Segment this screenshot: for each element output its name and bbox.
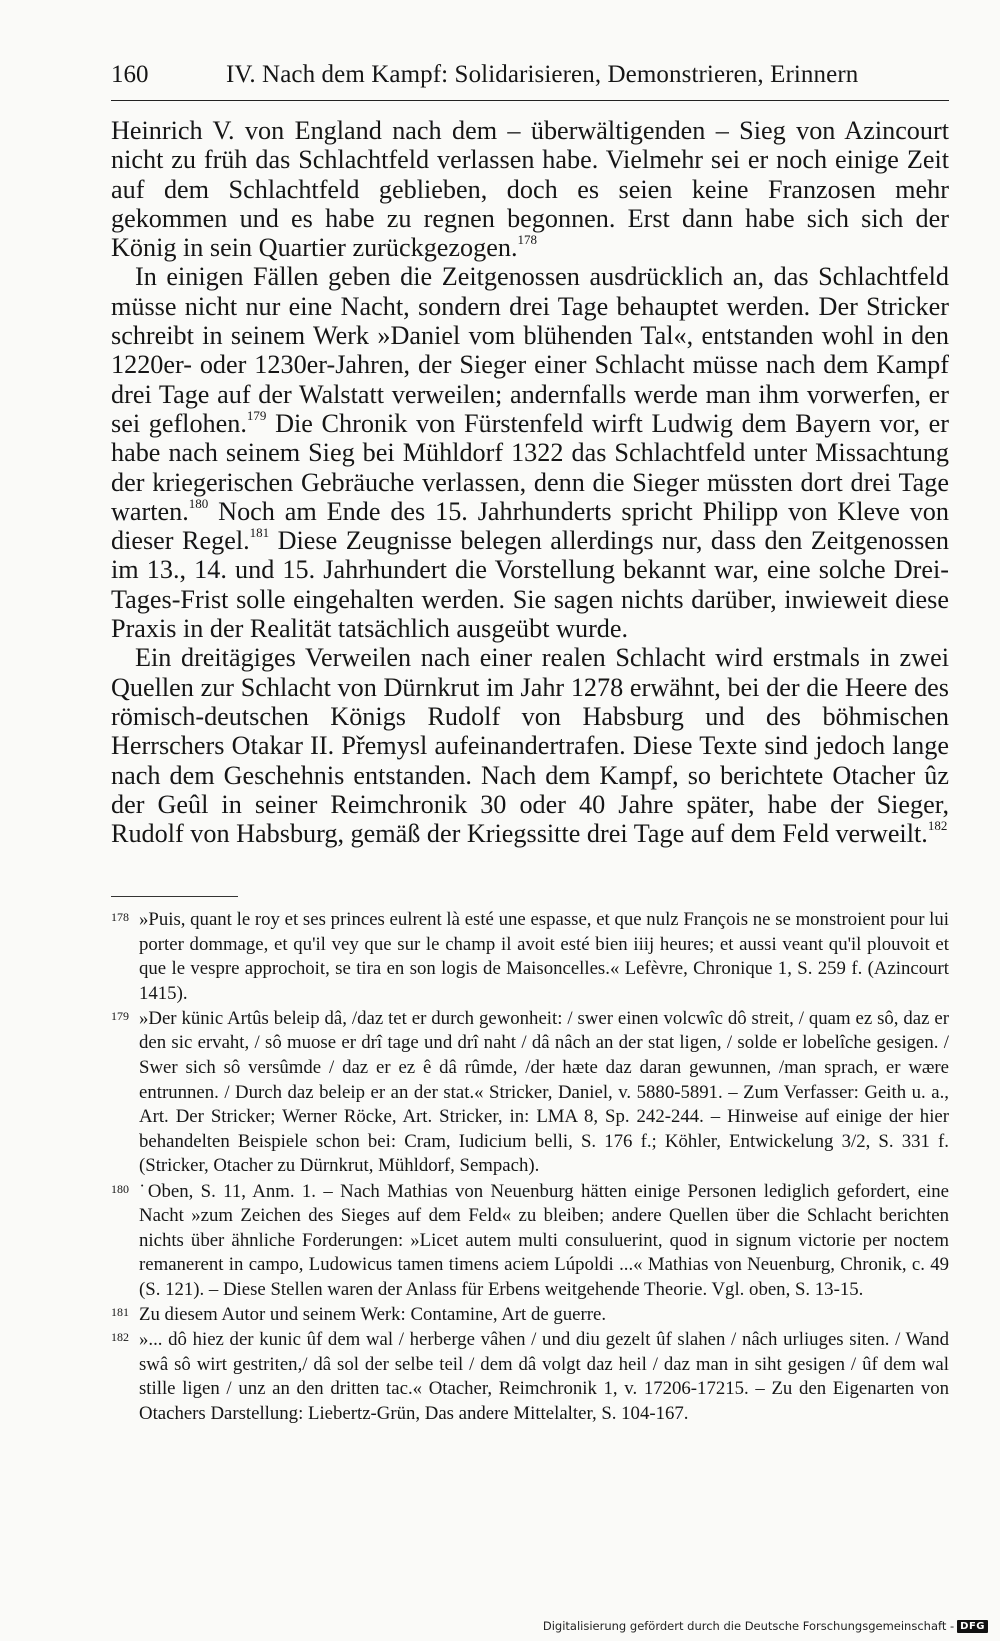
footnote-number: 180 [111, 1181, 129, 1196]
page-number: 160 [111, 61, 149, 88]
footnote-number: 178 [111, 910, 129, 924]
footnote-ref[interactable]: 178 [517, 232, 537, 248]
footnote-number: 181 [111, 1305, 129, 1319]
footnote-rule [111, 896, 238, 897]
footnote-number: 179 [111, 1008, 129, 1023]
paragraph-1 [111, 116, 949, 262]
footnotes [111, 908, 949, 1427]
footnote-text: »Der künic Artûs beleip dâ, /daz tet er durch gewonheit: / swer einen volcwîc dô streit, / quam ez sô, daz er den sic ervaht, / sô muose er drî tage und drî naht / dâ nâch an der stat ligen, / solde er lobelîche gesigen. / Swer sich sô versûmde / daz er ez ê dâ rûmde, /der hæte daz daran gewunnen, /man sprach, er wære entrunnen. / Durch daz beleip er an der stat.« Stricker, Daniel, v. 5880-5891. – Zum Verfasser: Geith u. a., Art. Der Stricker; Werner Röcke, Art. Stricker, in: LMA 8, Sp. 242-244. – Hinweise auf einige der hier behandelten Beispiele schon bei: Cram, Iudicium belli, S. 176 f.; Köhler, Entwickelung 3/2, S. 331 f. (Stricker, Otacher zu Dürnkrut, Mühldorf, Sempach). [139, 1007, 949, 1177]
footnote-178 [111, 908, 949, 1006]
running-title: IV. Nach dem Kampf: Solidarisieren, Demonstrieren, Erinnern [226, 61, 859, 88]
paragraph-3 [111, 643, 949, 848]
footer-text: Digitalisierung gefördert durch die Deutsche Forschungsgemeinschaft - [542, 1619, 955, 1633]
footnote-ref[interactable]: 182 [927, 818, 948, 834]
footnote-ref[interactable]: 181 [249, 525, 270, 541]
header-rule [111, 100, 949, 101]
footnote-181 [111, 1303, 949, 1328]
footnote-text: Zu diesem Autor und seinem Werk: Contamine, Art de guerre. [139, 1304, 607, 1325]
footnote-text: »... dô hiez der kunic ûf dem wal / herberge vâhen / und diu gezelt ûf slahen / nâch urliuges siten. / Wand swâ sô wirt gestriten,/ dâ sol der selbe teil / dem dâ volgt daz heil / daz man in siht gesigen / ûf dem wal stille ligen / unz an den dritten tac.« Otacher, Reimchronik 1, v. 17206-17215. – Zu den Eigenarten von Otachers Darstellung: Liebertz-Grün, Das andere Mittelalter, S. 104-167. [139, 1329, 949, 1424]
digitization-footer [543, 1619, 988, 1633]
dfg-logo-icon: DFG [957, 1620, 988, 1633]
footnote-text: »Puis, quant le roy et ses princes eulrent là esté une espasse, et que nulz François ne se monstroient pour lui porter dommage, et qu'il vey que sur le champ il avoit esté bien iiij heures; et aussi veant qu'il plouvoit et que le vespre approchoit, se tira en son logis de Maisoncelles.« Lefèvre, Chronique 1, S. 259 f. (Azincourt 1415). [139, 909, 949, 1004]
footnote-number: 182 [111, 1330, 129, 1345]
footnote-ref[interactable]: 179 [246, 407, 267, 423]
paragraph-2 [111, 262, 949, 643]
paragraph-text: Heinrich V. von England nach dem – überwältigenden – Sieg von Azincourt nicht zu früh das Schlachtfeld verlassen habe. Vielmehr sei er noch einige Zeit auf dem Schlachtfeld geblieben, doch es seien keine Franzosen mehr gekommen und es habe zu regnen begonnen. Erst dann habe sich sich der König in sein Quartier zurückgezogen. [111, 116, 949, 263]
paragraph-text: Ein dreitägiges Verweilen nach einer realen Schlacht wird erstmals in zwei Quellen zur Schlacht von Dürnkrut im Jahr 1278 erwähnt, bei der die Heere des römisch-deutschen Königs Rudolf von Habsburg und des böhmischen Herrschers Otakar II. Přemysl aufeinandertrafen. Diese Texte sind jedoch lange nach dem Geschehnis entstanden. Nach dem Kampf, so berichtete Otacher ûz der Geûl in seiner Reimchronik 30 oder 40 Jahre später, habe der Sieger, Rudolf von Habsburg, gemäß der Kriegssitte drei Tage auf dem Feld verweilt. [111, 643, 949, 849]
paragraph-text: Die Chronik von Fürstenfeld wirft Ludwig dem Bayern vor, er habe nach seinem Sieg bei Mühldorf 1322 das Schlachtfeld unter Missachtung der kriegerischen Gebräuche verlassen, denn die Sieger müssten dort drei Tage warten. [111, 408, 949, 526]
paragraph-text: Diese Zeugnisse belegen allerdings nur, dass den Zeitgenossen im 13., 14. und 15. Jahrhundert die Vorstellung bekannt war, eine solche Drei-Tages-Frist solle eingehalten werden. Sie sagen nichts darüber, inwieweit diese Praxis in der Realität tatsächlich ausgeübt wurde. [111, 526, 949, 644]
paragraph-text: In einigen Fällen geben die Zeitgenossen ausdrücklich an, das Schlachtfeld müsse nicht nur eine Nacht, sondern drei Tage behauptet werden. Der Stricker schreibt in seinem Werk »Daniel vom blühenden Tal«, entstanden wohl in den 1220er- oder 1230er-Jahren, der Sieger einer Schlacht müsse nach dem Kampf drei Tage auf der Walstatt verweilen; andernfalls werde man ihm vorwerfen, er sei geflohen. [111, 262, 949, 438]
footnote-text: ˙Oben, S. 11, Anm. 1. – Nach Mathias von Neuenburg hätten einige Personen lediglich gefordert, eine Nacht »zum Zeichen des Sieges auf dem Feld« zu bleiben; andere Quellen über die Schlacht berichten nichts über ähnliche Forderungen: »Licet autem multi consuluerint, quod in signum victorie per noctem remanerent in campo, Ludowicus tamen timens aciem Lúpoldi ...« Mathias von Neuenburg, Chronik, c. 49 (S. 121). – Diese Stellen waren der Anlass für Erbens weitgehende Theorie. Vgl. oben, S. 13-15. [139, 1180, 949, 1300]
paragraph-text: Noch am Ende des 15. Jahrhunderts spricht Philipp von Kleve von dieser Regel. [111, 496, 949, 556]
footnote-ref[interactable]: 180 [188, 495, 209, 511]
footnote-180 [111, 1180, 949, 1303]
footnote-182 [111, 1328, 949, 1426]
main-text [111, 116, 949, 848]
footnote-179 [111, 1007, 949, 1179]
